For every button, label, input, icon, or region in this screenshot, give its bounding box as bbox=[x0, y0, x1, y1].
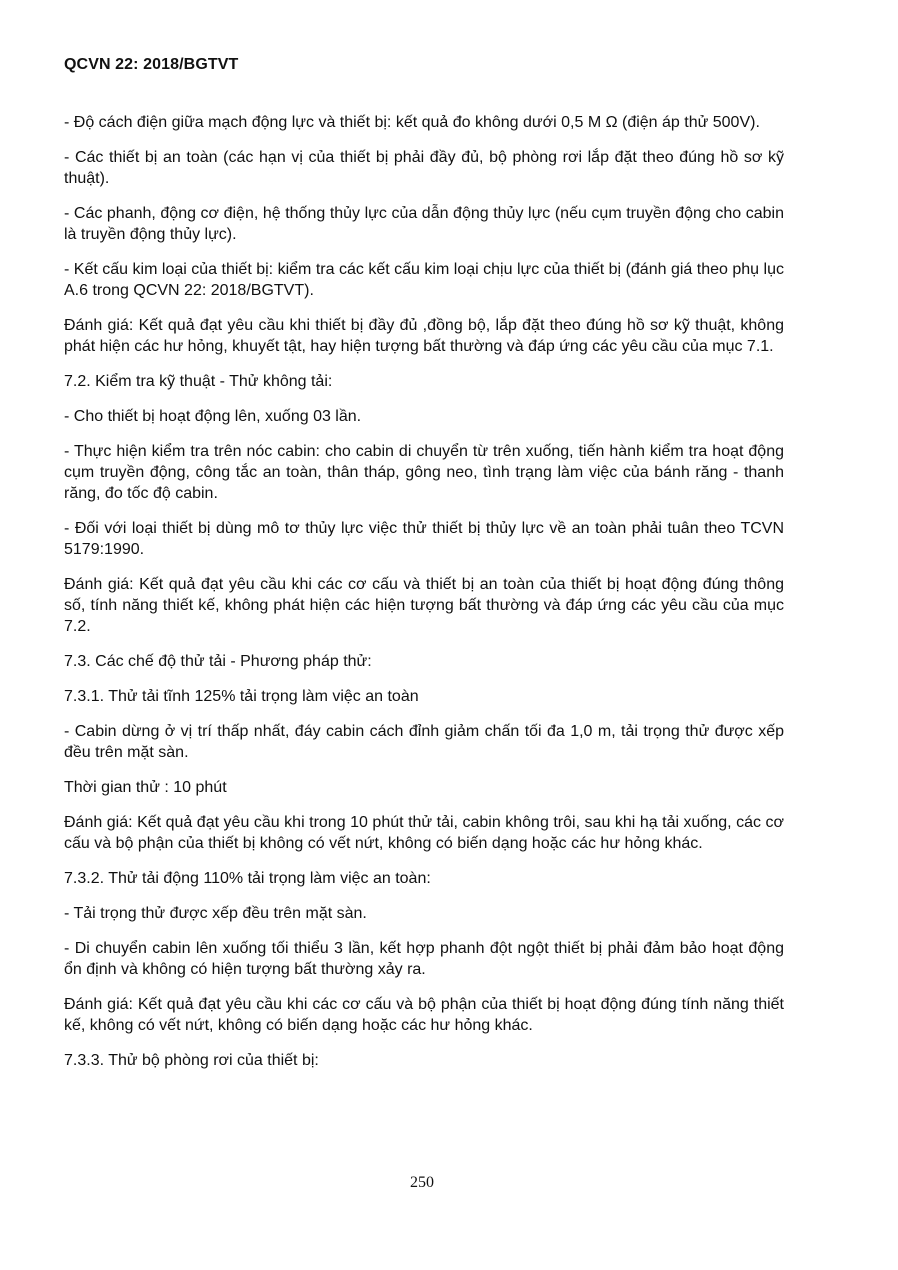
document-body bbox=[64, 112, 784, 1085]
paragraph-cabin-lowest-position: - Cabin dừng ở vị trí thấp nhất, đáy cabin cách đỉnh giảm chấn tối đa 1,0 m, tải trọng thử được xếp đều trên mặt sàn. bbox=[64, 723, 784, 761]
paragraph-evaluation-7-1: Đánh giá: Kết quả đạt yêu cầu khi thiết bị đầy đủ ,đồng bộ, lắp đặt theo đúng hồ sơ kỹ thuật, không phát hiện các hư hỏng, khuyết tật, hay hiện tượng bất thường và đáp ứng các yêu cầu của mục 7.1. bbox=[64, 317, 784, 355]
paragraph-test-duration: Thời gian thử : 10 phút bbox=[64, 779, 227, 796]
section-heading-7-3-1: 7.3.1. Thử tải tĩnh 125% tải trọng làm việc an toàn bbox=[64, 688, 419, 705]
paragraph-cabin-roof-check: - Thực hiện kiểm tra trên nóc cabin: cho cabin di chuyển từ trên xuống, tiến hành kiểm tra hoạt động cụm truyền động, công tắc an toàn, thân tháp, gông neo, tình trạng làm việc của bánh răng - thanh răng, đo tốc độ cabin. bbox=[64, 443, 784, 502]
section-heading-7-2: 7.2. Kiểm tra kỹ thuật - Thử không tải: bbox=[64, 373, 333, 390]
section-heading-7-3-2: 7.3.2. Thử tải động 110% tải trọng làm việc an toàn: bbox=[64, 870, 431, 887]
document-header: QCVN 22: 2018/BGTVT bbox=[64, 56, 239, 73]
paragraph-evaluation-7-3-1: Đánh giá: Kết quả đạt yêu cầu khi trong 10 phút thử tải, cabin không trôi, sau khi hạ tải xuống, các cơ cấu và bộ phận của thiết bị không có vết nứt, không có biến dạng hoặc các hư hỏng khác. bbox=[64, 814, 784, 852]
paragraph-metal-structure: - Kết cấu kim loại của thiết bị: kiểm tra các kết cấu kim loại chịu lực của thiết bị (đánh giá theo phụ lục A.6 trong QCVN 22: 2018/BGTVT). bbox=[64, 261, 784, 299]
paragraph-cabin-movement: - Di chuyển cabin lên xuống tối thiểu 3 lần, kết hợp phanh đột ngột thiết bị phải đảm bảo hoạt động ổn định và không có hiện tượng bất thường xảy ra. bbox=[64, 940, 784, 978]
paragraph-brakes-motors: - Các phanh, động cơ điện, hệ thống thủy lực của dẫn động thủy lực (nếu cụm truyền động cho cabin là truyền động thủy lực). bbox=[64, 205, 784, 243]
page-number: 250 bbox=[410, 1174, 434, 1191]
paragraph-evaluation-7-2: Đánh giá: Kết quả đạt yêu cầu khi các cơ cấu và thiết bị an toàn của thiết bị hoạt động đúng thông số, tính năng thiết kế, không phát hiện các hiện tượng bất thường và đáp ứng các yêu cầu của mục 7.2. bbox=[64, 576, 784, 635]
paragraph-load-distribution: - Tải trọng thử được xếp đều trên mặt sàn. bbox=[64, 905, 367, 922]
paragraph-operate-3-times: - Cho thiết bị hoạt động lên, xuống 03 lần. bbox=[64, 408, 362, 425]
section-heading-7-3: 7.3. Các chế độ thử tải - Phương pháp thử: bbox=[64, 653, 372, 670]
paragraph-insulation: - Độ cách điện giữa mạch động lực và thiết bị: kết quả đo không dưới 0,5 M Ω (điện áp thử 500V). bbox=[64, 114, 760, 131]
paragraph-hydraulic-motor: - Đối với loại thiết bị dùng mô tơ thủy lực việc thử thiết bị thủy lực về an toàn phải tuân theo TCVN 5179:1990. bbox=[64, 520, 784, 558]
paragraph-safety-devices: - Các thiết bị an toàn (các hạn vị của thiết bị phải đầy đủ, bộ phòng rơi lắp đặt theo đúng hồ sơ kỹ thuật). bbox=[64, 149, 784, 187]
paragraph-evaluation-7-3-2: Đánh giá: Kết quả đạt yêu cầu khi các cơ cấu và bộ phận của thiết bị hoạt động đúng tính năng thiết kế, không có vết nứt, không có biến dạng hoặc các hư hỏng khác. bbox=[64, 996, 784, 1034]
section-heading-7-3-3: 7.3.3. Thử bộ phòng rơi của thiết bị: bbox=[64, 1052, 319, 1069]
